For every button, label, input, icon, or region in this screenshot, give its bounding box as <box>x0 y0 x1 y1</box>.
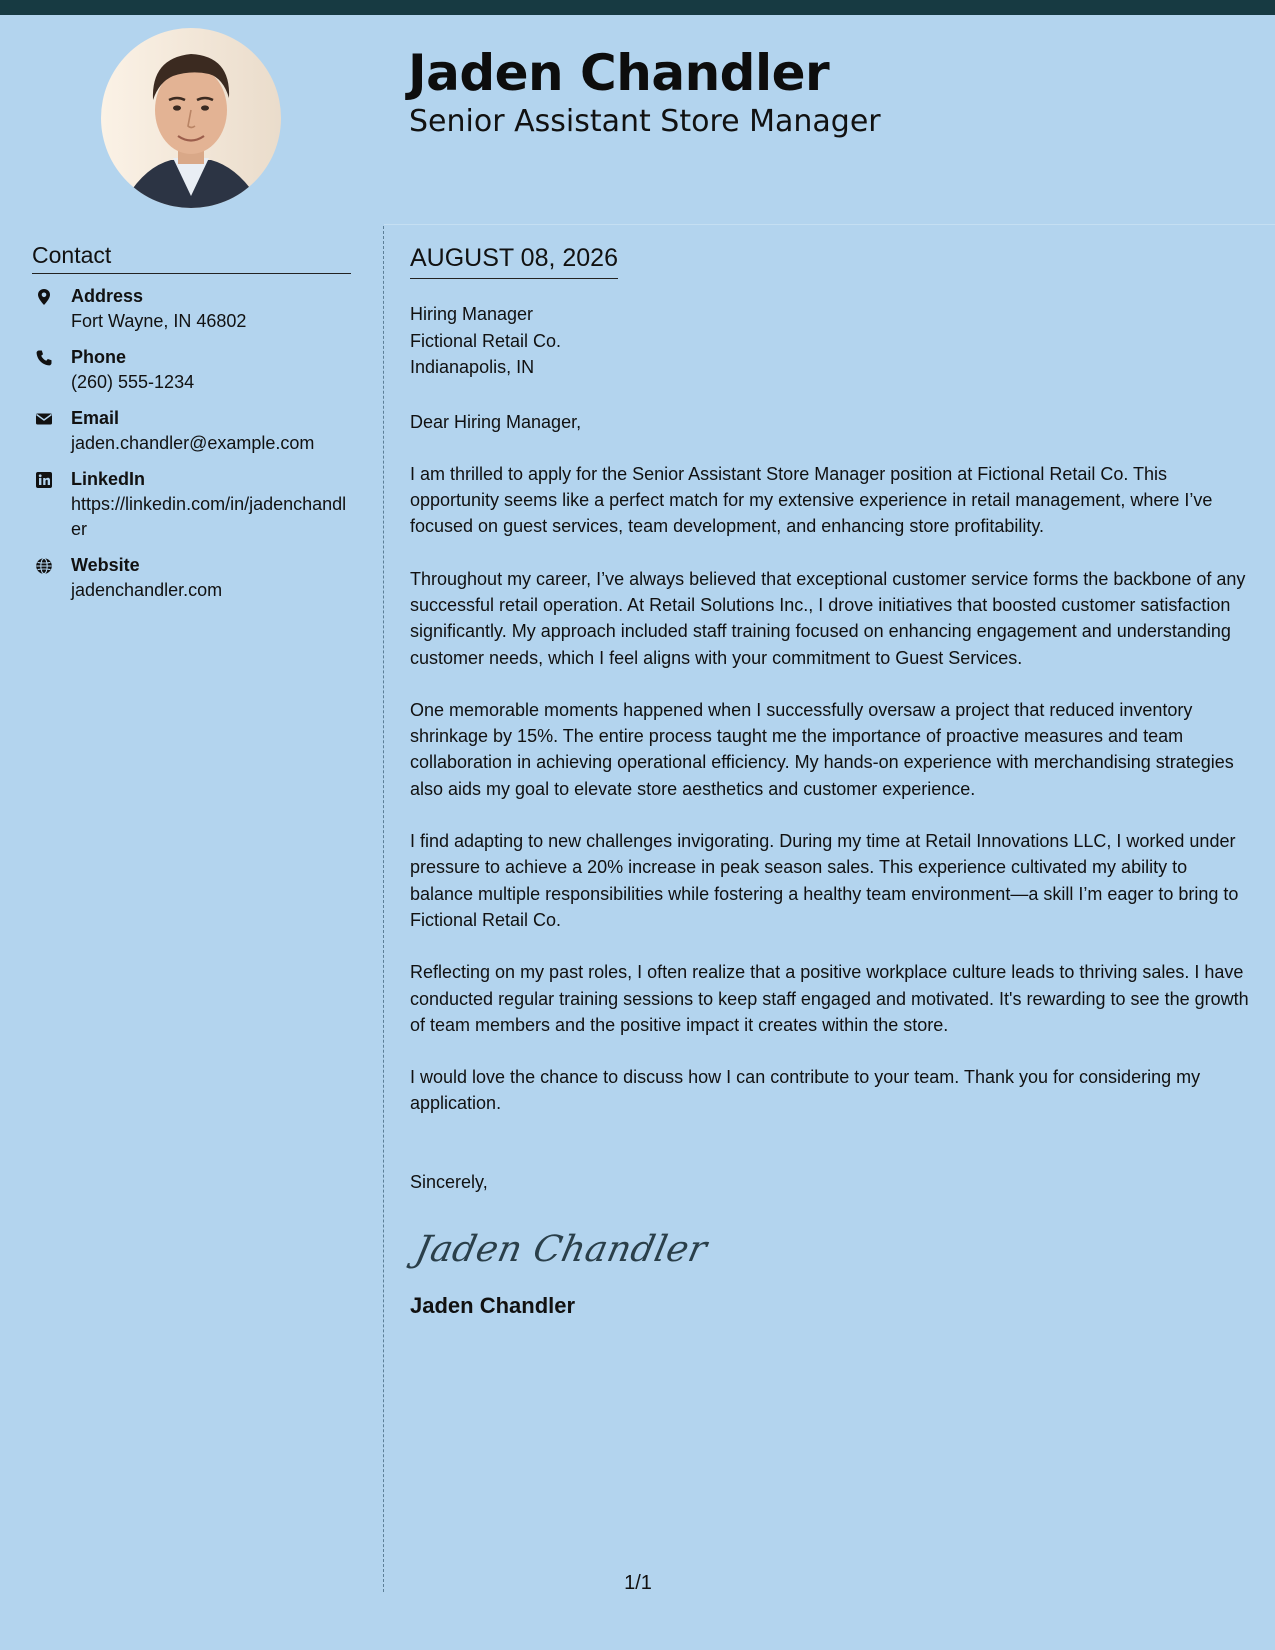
letter-paragraph: I find adapting to new challenges invigorating. During my time at Retail Innovations LLC, I worked under pressure to achieve a 20% increase in peak season sales. This experience cultivated my ability to balance multiple responsibilities while fostering a healthy team environment—a skill I’m eager to bring to Fictional Retail Co. <box>410 831 1239 930</box>
website-label: Website <box>71 555 140 575</box>
contact-heading: Contact <box>32 241 351 274</box>
handwritten-signature: Jaden Chandler <box>411 1229 711 1271</box>
linkedin-icon <box>35 471 53 489</box>
contact-sidebar <box>32 241 351 614</box>
recipient-line: Indianapolis, IN <box>410 357 535 377</box>
linkedin-label: LinkedIn <box>71 469 146 489</box>
letter-paragraph: I am thrilled to apply for the Senior Assistant Store Manager position at Fictional Retail Co. This opportunity seems like a perfect match for my extensive experience in retail management, where I’ve focused on guest services, team development, and enhancing store profitability. <box>410 463 1213 537</box>
column-divider <box>383 226 384 1592</box>
top-accent-bar <box>0 0 1275 15</box>
recipient-line: Hiring Manager <box>410 304 534 324</box>
address-label: Address <box>71 286 144 306</box>
website-value[interactable]: jadenchandler.com <box>71 580 223 600</box>
email-label: Email <box>71 408 120 428</box>
phone-label: Phone <box>71 347 127 367</box>
letter-paragraph: Reflecting on my past roles, I often realize that a positive workplace culture leads to thriving sales. I have conducted regular training sessions to keep staff engaged and motivated. It's rewarding to see the growth of team members and the positive impact it creates within the store. <box>410 962 1249 1035</box>
contact-email <box>32 406 351 456</box>
globe-icon <box>35 557 53 575</box>
email-value[interactable]: jaden.chandler@example.com <box>71 433 315 453</box>
contact-address <box>32 284 351 334</box>
letter-paragraph: Throughout my career, I’ve always believed that exceptional customer service forms the backbone of any successful retail operation. At Retail Solutions Inc., I drove initiatives that boosted customer satisfaction significantly. My approach included staff training focused on enhancing engagement and understanding customer needs, which I feel aligns with your commitment to Guest Services. <box>410 568 1246 668</box>
phone-value: (260) 555-1234 <box>71 372 195 392</box>
letter-paragraph: I would love the chance to discuss how I can contribute to your team. Thank you for considering my application. <box>410 1067 1201 1114</box>
header-divider <box>384 224 1275 225</box>
contact-linkedin <box>32 467 351 542</box>
signer-name: Jaden Chandler <box>410 1293 576 1319</box>
contact-website <box>32 553 351 603</box>
phone-icon <box>35 349 53 367</box>
envelope-icon <box>35 410 53 428</box>
linkedin-value[interactable]: https://linkedin.com/in/jadenchandler <box>71 494 347 539</box>
address-value: Fort Wayne, IN 46802 <box>71 311 247 331</box>
contact-phone <box>32 345 351 395</box>
location-pin-icon <box>35 288 53 306</box>
letter-paragraph: One memorable moments happened when I successfully oversaw a project that reduced inventory shrinkage by 15%. The entire process taught me the importance of proactive measures and team collaboration in achieving operational efficiency. My hands-on experience with merchandising strategies also aids my goal to elevate store aesthetics and customer experience. <box>410 699 1234 799</box>
profile-photo <box>101 28 281 208</box>
salutation: Dear Hiring Manager, <box>410 411 582 432</box>
job-title: Senior Assistant Store Manager <box>409 104 881 139</box>
page-number: 1/1 <box>624 1572 652 1594</box>
letter-date: AUGUST 08, 2026 <box>410 241 618 279</box>
letter-body <box>410 241 1252 1321</box>
recipient-line: Fictional Retail Co. <box>410 330 562 351</box>
closing: Sincerely, <box>410 1171 488 1192</box>
recipient-block <box>410 301 1252 381</box>
applicant-name: Jaden Chandler <box>408 44 830 102</box>
